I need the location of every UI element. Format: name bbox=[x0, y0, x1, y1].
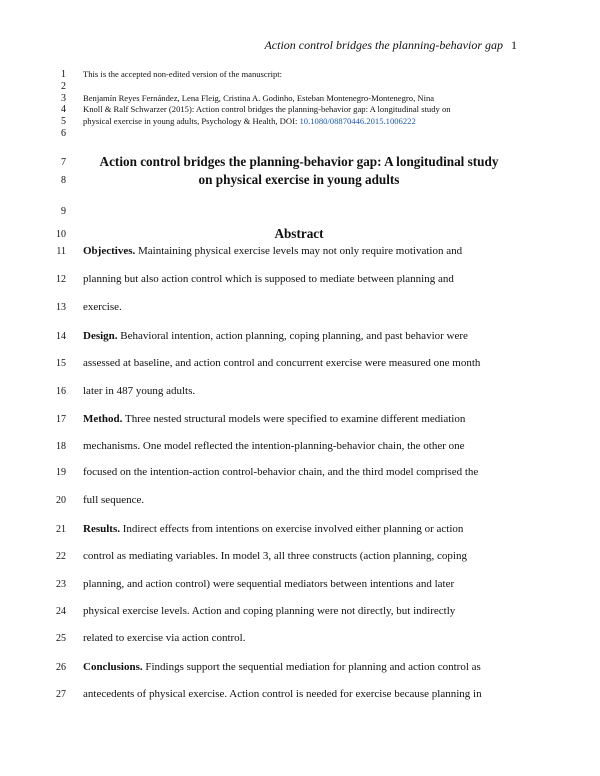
line-number: 7 bbox=[61, 157, 66, 168]
line-number: 16 bbox=[56, 386, 66, 397]
line-number: 4 bbox=[61, 104, 66, 115]
citation-line: Knoll & Ralf Schwarzer (2015): Action control bridges the planning-behavior gap: A longitudinal study on bbox=[83, 104, 451, 114]
results-label: Results. bbox=[83, 523, 120, 535]
abstract-line: antecedents of physical exercise. Action control is needed for exercise because planning in bbox=[83, 688, 482, 700]
abstract-line: focused on the intention-action control-behavior chain, and the third model comprised the bbox=[83, 466, 479, 478]
conclusions-label: Conclusions. bbox=[83, 661, 143, 673]
line-number: 9 bbox=[61, 206, 66, 217]
design-label: Design. bbox=[83, 330, 118, 342]
line-number: 11 bbox=[56, 246, 66, 257]
line-number: 24 bbox=[56, 606, 66, 617]
line-number: 19 bbox=[56, 467, 66, 478]
abstract-line bbox=[83, 413, 465, 425]
page-number: 1 bbox=[511, 38, 517, 52]
line-number: 22 bbox=[56, 551, 66, 562]
running-head-title: Action control bridges the planning-behavior gap bbox=[264, 38, 503, 52]
abstract-line: control as mediating variables. In model 3, all three constructs (action planning, coping bbox=[83, 550, 467, 562]
objectives-label: Objectives. bbox=[83, 245, 136, 257]
line-number: 14 bbox=[56, 331, 66, 342]
running-head bbox=[264, 38, 517, 53]
abstract-line: physical exercise levels. Action and coping planning were not directly, but indirectly bbox=[83, 605, 456, 617]
paper-title-line: on physical exercise in young adults bbox=[198, 172, 400, 187]
abstract-line: planning but also action control which is supposed to mediate between planning and bbox=[83, 273, 454, 285]
line-number: 17 bbox=[56, 414, 66, 425]
abstract-text: Maintaining physical exercise levels may not only require motivation and bbox=[135, 245, 463, 257]
paper-title-line: Action control bridges the planning-behavior gap: A longitudinal study bbox=[99, 154, 499, 169]
abstract-line: later in 487 young adults. bbox=[83, 385, 196, 397]
abstract-line bbox=[83, 661, 481, 673]
abstract-text: Behavioral intention, action planning, coping planning, and past behavior were bbox=[117, 330, 468, 342]
abstract-text: Three nested structural models were specified to examine different mediation bbox=[122, 413, 466, 425]
line-number: 20 bbox=[56, 495, 66, 506]
doi-link[interactable]: 10.1080/08870446.2015.1006222 bbox=[299, 116, 416, 126]
abstract-line bbox=[83, 330, 468, 342]
line-number: 18 bbox=[56, 441, 66, 452]
abstract-line: mechanisms. One model reflected the intention-planning-behavior chain, the other one bbox=[83, 440, 465, 452]
line-number: 5 bbox=[61, 116, 66, 127]
line-number: 3 bbox=[61, 93, 66, 104]
line-number: 12 bbox=[56, 274, 66, 285]
abstract-text: Findings support the sequential mediation for planning and action control as bbox=[142, 661, 481, 673]
abstract-line bbox=[83, 245, 462, 257]
abstract-heading: Abstract bbox=[274, 226, 324, 241]
citation-line: Benjamín Reyes Fernández, Lena Fleig, Cristina A. Godinho, Esteban Montenegro-Montenegro, Nina bbox=[83, 93, 435, 103]
abstract-line: exercise. bbox=[83, 301, 122, 313]
abstract-line bbox=[83, 523, 463, 535]
abstract-line: planning, and action control) were sequential mediators between intentions and later bbox=[83, 578, 455, 590]
abstract-text: Indirect effects from intentions on exercise involved either planning or action bbox=[119, 523, 464, 535]
line-number: 21 bbox=[56, 524, 66, 535]
line-number: 26 bbox=[56, 662, 66, 673]
abstract-line: full sequence. bbox=[83, 494, 145, 506]
line-number: 8 bbox=[61, 175, 66, 186]
citation-line bbox=[83, 116, 416, 126]
line-number: 10 bbox=[56, 229, 66, 240]
line-number: 15 bbox=[56, 358, 66, 369]
line-number: 1 bbox=[61, 69, 66, 80]
abstract-line: related to exercise via action control. bbox=[83, 632, 246, 644]
line-number: 27 bbox=[56, 689, 66, 700]
line-number: 13 bbox=[56, 302, 66, 313]
line-number: 6 bbox=[61, 128, 66, 139]
citation-prefix: physical exercise in young adults, Psychology & Health, DOI: bbox=[83, 116, 300, 126]
line-number: 23 bbox=[56, 579, 66, 590]
abstract-line: assessed at baseline, and action control and concurrent exercise were measured one month bbox=[83, 357, 481, 369]
method-label: Method. bbox=[83, 413, 123, 425]
manuscript-notice: This is the accepted non-edited version of the manuscript: bbox=[83, 69, 283, 79]
line-number: 25 bbox=[56, 633, 66, 644]
line-number: 2 bbox=[61, 81, 66, 92]
